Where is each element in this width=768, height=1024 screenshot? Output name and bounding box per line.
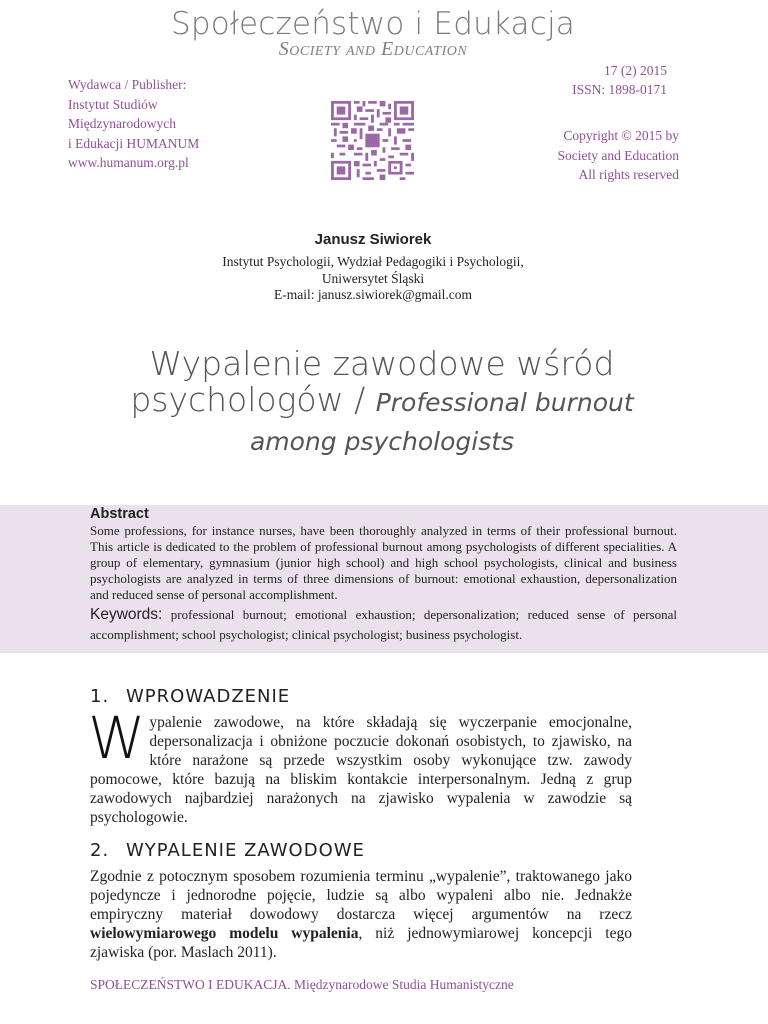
page-footer: SPOŁECZEŃSTWO I EDUKACJA. Międzynarodowe Studia Humanistyczne [90, 977, 514, 992]
author-name: Janusz Siwiorek [314, 231, 432, 248]
section-2-paragraph [90, 867, 632, 962]
section-heading-2 [90, 840, 365, 861]
author-affiliation [0, 254, 746, 304]
paragraph-text-end: , niż jednowymiarowej koncepcji tego zjawiska (por. Maslach 2011). [90, 925, 632, 961]
abstract-text: Some professions, for instance nurses, have been thoroughly analyzed in terms of their professional burnout. This article is dedicated to the problem of professional burnout among psychologists of different specialities. A group of elementary, gymnasium (junior high school) and high school psychologists, clinical and business psychologists are analyzed in terms of three dimensions of burnout: emotional exhaustion, depersonalization and reduced sense of personal accomplishment. [90, 523, 677, 602]
article-title-pl: Wypalenie zawodowe wśród psychologów / [130, 344, 615, 419]
keywords-line [90, 605, 677, 645]
article-title [84, 346, 680, 460]
abstract-heading: Abstract [90, 506, 149, 522]
publisher-name-line3: i Edukacji HUMANUM [68, 135, 200, 151]
issue-block [540, 61, 667, 99]
affiliation-line2: Uniwersytet Śląski [321, 270, 425, 286]
paragraph-bold-text: wielowymiarowego modelu wypalenia [90, 925, 359, 942]
copyright-line2: Society and Education [557, 147, 679, 163]
keywords-label: Keywords: [90, 606, 163, 623]
publisher-label: Wydawca / Publisher: [68, 77, 187, 92]
paragraph-text: ypalenie zawodowe, na które składają się wyczerpanie emocjonalne, depersonalizacja i obniżone poczucie dokonań osobistych, to zjawisko, na które narażone są przede wszystkim osoby wykonujące tzw. zawody pomocowe, które bazują na bliskim kontakcie interpersonalnym. Jedną z grup zawodowych najbardziej narażonych na zjawisko wypalenia w zawodzie są psychologowie. [90, 714, 632, 826]
copyright-line3: All rights reserved [578, 167, 679, 182]
publisher-name-line2: Międzynarodowych [68, 116, 176, 131]
section-title: WYPALENIE ZAWODOWE [126, 840, 365, 861]
abstract-box [0, 505, 768, 653]
journal-subtitle: Society and Education [278, 38, 468, 60]
copyright-line1: Copyright © 2015 by [563, 128, 679, 143]
issn: ISSN: 1898-0171 [572, 82, 667, 97]
publisher-block [68, 75, 268, 173]
drop-cap: W [88, 704, 146, 772]
qr-code-icon [331, 101, 414, 180]
paragraph-text: Zgodnie z potocznym sposobem rozumienia terminu „wypalenie”, traktowanego jako pojedyncze i jednorodne pojęcie, ludzie są albo wypaleni albo nie. Jednakże empiryczny materiał dowodowy dostarcza więcej argumentów na rzecz [90, 868, 632, 923]
section-title: WPROWADZENIE [126, 686, 291, 707]
section-1-paragraph [88, 704, 632, 827]
section-number: 2. [90, 840, 110, 861]
section-number: 1. [90, 686, 110, 707]
publisher-name-line1: Instytut Studiów [68, 96, 158, 112]
keywords-text: professional burnout; emotional exhaustion; depersonalization; reduced sense of personal accomplishment; school psychologist; clinical psychologist; business psychologist. [90, 607, 677, 642]
publisher-website-link[interactable]: www.humanum.org.pl [68, 155, 189, 170]
author-email[interactable]: E-mail: janusz.siwiorek@gmail.com [273, 287, 472, 302]
issue-number: 17 (2) 2015 [604, 63, 667, 78]
journal-title: Społeczeństwo i Edukacja [171, 6, 575, 42]
affiliation-line1: Instytut Psychologii, Wydział Pedagogiki i Psychologii, [222, 254, 524, 269]
article-title-en: Professional burnout among psychologists [249, 388, 634, 456]
copyright-block [520, 126, 679, 185]
